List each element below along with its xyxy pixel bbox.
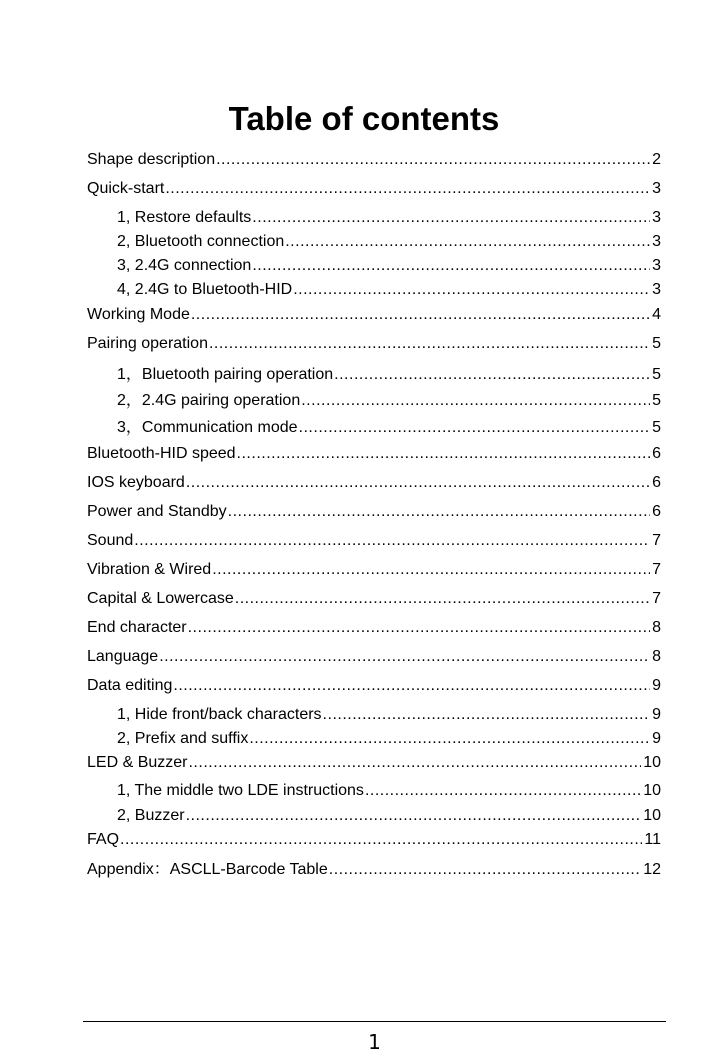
toc-entry-page: 5 (652, 335, 661, 352)
toc-entry[interactable] (117, 232, 661, 252)
toc-entry-label: Sound (87, 532, 134, 549)
toc-entry-page: 3 (652, 257, 661, 274)
toc-entry[interactable] (117, 256, 661, 276)
toc-entry-label: 2, Bluetooth connection (117, 233, 285, 250)
dot-leader (159, 647, 650, 667)
toc-entry-label: 2, Prefix and suffix (117, 730, 249, 747)
dot-leader (249, 729, 650, 749)
dot-leader (186, 473, 650, 493)
dot-leader (186, 806, 642, 826)
page-title: Table of contents (228, 100, 500, 137)
toc-entry-label: 1, Restore defaults (117, 209, 252, 226)
dot-leader (235, 589, 650, 609)
toc-entry-label: Bluetooth-HID speed (87, 445, 236, 462)
toc-entry-label: Data editing (87, 677, 173, 694)
dot-leader (329, 860, 641, 880)
toc-entry-label: 2, Buzzer (117, 807, 185, 824)
toc-entry[interactable] (117, 705, 661, 725)
toc-entry-label: Power and Standby (87, 503, 227, 520)
toc-entry-page: 5 (652, 392, 661, 409)
toc-entry-page: 7 (652, 561, 661, 578)
toc-entry-page: 3 (652, 233, 661, 250)
toc-entry[interactable] (87, 179, 661, 199)
toc-entry[interactable] (87, 560, 661, 580)
toc-entry[interactable] (117, 418, 661, 438)
toc-entry-page: 9 (652, 706, 661, 723)
dot-leader (165, 179, 650, 199)
toc-entry-page: 2 (652, 151, 661, 168)
toc-entry-page: 9 (652, 730, 661, 747)
toc-entry[interactable] (87, 860, 661, 880)
dot-leader (334, 365, 650, 385)
toc-entry-label: 1, The middle two LDE instructions (117, 782, 364, 799)
dot-leader (228, 502, 650, 522)
dot-leader (299, 418, 651, 438)
dot-leader (365, 781, 641, 801)
toc-entry[interactable] (117, 280, 661, 300)
toc-entry-page: 4 (652, 306, 661, 323)
toc-entry-label: LED & Buzzer (87, 754, 188, 771)
toc-entry-label: 1，Bluetooth pairing operation (117, 366, 334, 383)
toc-entry[interactable] (117, 781, 661, 801)
dot-leader (188, 618, 650, 638)
toc-entry[interactable] (87, 150, 661, 170)
dot-leader (188, 753, 641, 773)
toc-entry-page: 10 (643, 807, 661, 824)
toc-entry-page: 8 (652, 619, 661, 636)
toc-entry-label: Shape description (87, 151, 216, 168)
dot-leader (252, 208, 650, 228)
toc-entry-label: Appendix：ASCLL-Barcode Table (87, 861, 328, 878)
toc-entry-label: Quick-start (87, 180, 165, 197)
dot-leader (212, 560, 650, 580)
toc-entry-label: Working Mode (87, 306, 190, 323)
toc-entry[interactable] (87, 531, 661, 551)
dot-leader (191, 305, 650, 325)
toc-entry[interactable] (87, 676, 661, 696)
toc-entry[interactable] (117, 365, 661, 385)
toc-entry[interactable] (117, 729, 661, 749)
dot-leader (237, 444, 651, 464)
dot-leader (216, 150, 650, 170)
toc-entry-page: 5 (652, 419, 661, 436)
toc-entry-label: Vibration & Wired (87, 561, 212, 578)
toc-entry-page: 3 (652, 180, 661, 197)
toc-entry[interactable] (87, 647, 661, 667)
toc-entry[interactable] (117, 391, 661, 411)
toc-entry-page: 3 (652, 281, 661, 298)
dot-leader (293, 280, 650, 300)
toc-entry-page: 10 (643, 782, 661, 799)
toc-entry-page: 11 (644, 831, 661, 848)
toc-entry-page: 8 (652, 648, 661, 665)
page-number: 1 (368, 1030, 381, 1054)
toc-entry-label: FAQ (87, 831, 120, 848)
toc-entry-label: 4, 2.4G to Bluetooth-HID (117, 281, 293, 298)
toc-entry-label: 2，2.4G pairing operation (117, 392, 301, 409)
toc-entry-page: 10 (643, 754, 661, 771)
toc-entry-page: 12 (643, 861, 661, 878)
toc-entry[interactable] (87, 502, 661, 522)
toc-entry[interactable] (87, 305, 661, 325)
toc-entry-label: Capital & Lowercase (87, 590, 234, 607)
toc-entry-page: 3 (652, 209, 661, 226)
toc-entry-label: End character (87, 619, 187, 636)
toc-entry-page: 9 (652, 677, 661, 694)
dot-leader (301, 391, 650, 411)
toc-entry[interactable] (87, 589, 661, 609)
toc-entry-page: 6 (652, 474, 661, 491)
dot-leader (173, 676, 650, 696)
toc-entry[interactable] (87, 618, 661, 638)
toc-entry-label: 3, 2.4G connection (117, 257, 252, 274)
dot-leader (209, 334, 650, 354)
toc-entry[interactable] (87, 753, 661, 773)
dot-leader (252, 256, 650, 276)
footer-divider (83, 1021, 666, 1022)
toc-entry[interactable] (87, 473, 661, 493)
toc-entry-page: 7 (652, 590, 661, 607)
toc-entry[interactable] (117, 208, 661, 228)
toc-entry[interactable] (87, 334, 661, 354)
toc-entry-label: Language (87, 648, 159, 665)
toc-entry-label: Pairing operation (87, 335, 208, 352)
toc-entry-label: 3，Communication mode (117, 419, 298, 436)
toc-entry-page: 7 (652, 532, 661, 549)
toc-entry-page: 6 (652, 445, 661, 462)
toc-entry-page: 6 (652, 503, 661, 520)
dot-leader (285, 232, 650, 252)
toc-entry-label: 1, Hide front/back characters (117, 706, 322, 723)
toc-entry[interactable] (87, 830, 661, 850)
dot-leader (120, 830, 642, 850)
toc-entry-page: 5 (652, 366, 661, 383)
dot-leader (323, 705, 651, 725)
toc-entry-label: IOS keyboard (87, 474, 185, 491)
toc-entry[interactable] (117, 806, 661, 826)
dot-leader (134, 531, 650, 551)
toc-entry[interactable] (87, 444, 661, 464)
